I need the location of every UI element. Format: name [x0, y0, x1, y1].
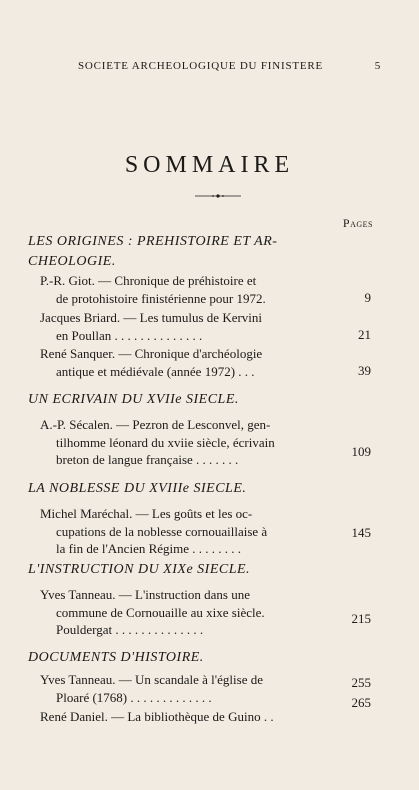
ornament-divider — [195, 193, 241, 199]
entry-line: René Sanquer. — Chronique d'archéologie — [40, 346, 263, 361]
section-heading-line: CHEOLOGIE. — [28, 254, 116, 269]
entry-line: tilhomme léonard du xviie siècle, écrivain — [56, 434, 275, 450]
toc-entry — [40, 272, 371, 307]
entry-page-number: 39 — [358, 363, 371, 378]
page-title: SOMMAIRE — [124, 152, 295, 178]
toc-entry — [40, 586, 371, 639]
entry-line: Yves Tanneau. — Un scandale à l'église de — [40, 672, 263, 687]
entry-page-number: 215 — [351, 611, 371, 626]
section-heading-noblesse: LA NOBLESSE DU XVIIIe SIECLE. — [28, 481, 247, 496]
entry-line: cupations de la noblesse cornouaillaise à — [56, 523, 268, 539]
toc-entry — [40, 345, 371, 380]
toc-entry — [40, 671, 371, 706]
toc-entry — [40, 309, 371, 344]
entry-line: commune de Cornouaille au xixe siècle. — [56, 604, 265, 620]
entry-page-number: 109 — [351, 444, 371, 459]
entry-line: Jacques Briard. — Les tumulus de Kervini — [40, 310, 263, 325]
entry-line: René Daniel. — La bibliothèque de Guino . . — [40, 709, 274, 724]
entry-page-number: 9 — [364, 290, 371, 305]
section-heading-ecrivain: UN ECRIVAIN DU XVIIe SIECLE. — [28, 392, 239, 407]
entry-line: antique et médiévale (année 1972) . . . — [56, 363, 255, 379]
entry-line: Ploaré (1768) . . . . . . . . . . . . . — [56, 689, 212, 705]
entry-page-number: 255 — [351, 675, 371, 690]
entry-page-number: 21 — [358, 327, 371, 342]
entry-line: A.-P. Sécalen. — Pezron de Lesconvel, gen- — [40, 417, 271, 432]
entry-line: Michel Maréchal. — Les goûts et les oc- — [40, 506, 253, 521]
page-number: 5 — [374, 60, 381, 72]
entry-line: P.-R. Giot. — Chronique de préhistoire et — [40, 273, 257, 288]
running-title: SOCIETE ARCHEOLOGIQUE DU FINISTERE — [78, 60, 324, 72]
section-heading-origines — [28, 232, 379, 272]
toc-entry — [40, 505, 371, 558]
running-header — [78, 60, 381, 72]
pages-column-label: Pages — [342, 216, 373, 230]
entry-line: breton de langue française . . . . . . . — [56, 452, 239, 467]
entry-line: de protohistoire finistérienne pour 1972. — [56, 290, 266, 306]
section-heading-instruction: L'INSTRUCTION DU XIXe SIECLE. — [28, 562, 251, 577]
entry-page-number: 265 — [351, 695, 371, 710]
toc-entry — [40, 416, 371, 469]
entry-line: en Poullan . . . . . . . . . . . . . . — [56, 327, 203, 343]
entry-line: Yves Tanneau. — L'instruction dans une — [40, 587, 251, 602]
section-heading-line: LES ORIGINES : PREHISTOIRE ET AR- — [28, 234, 278, 249]
entry-page-number: 145 — [351, 525, 371, 540]
section-heading-documents: DOCUMENTS D'HISTOIRE. — [28, 650, 204, 665]
entry-line: Pouldergat . . . . . . . . . . . . . . — [56, 622, 204, 637]
entry-line: la fin de l'Ancien Régime . . . . . . . . — [56, 541, 242, 556]
